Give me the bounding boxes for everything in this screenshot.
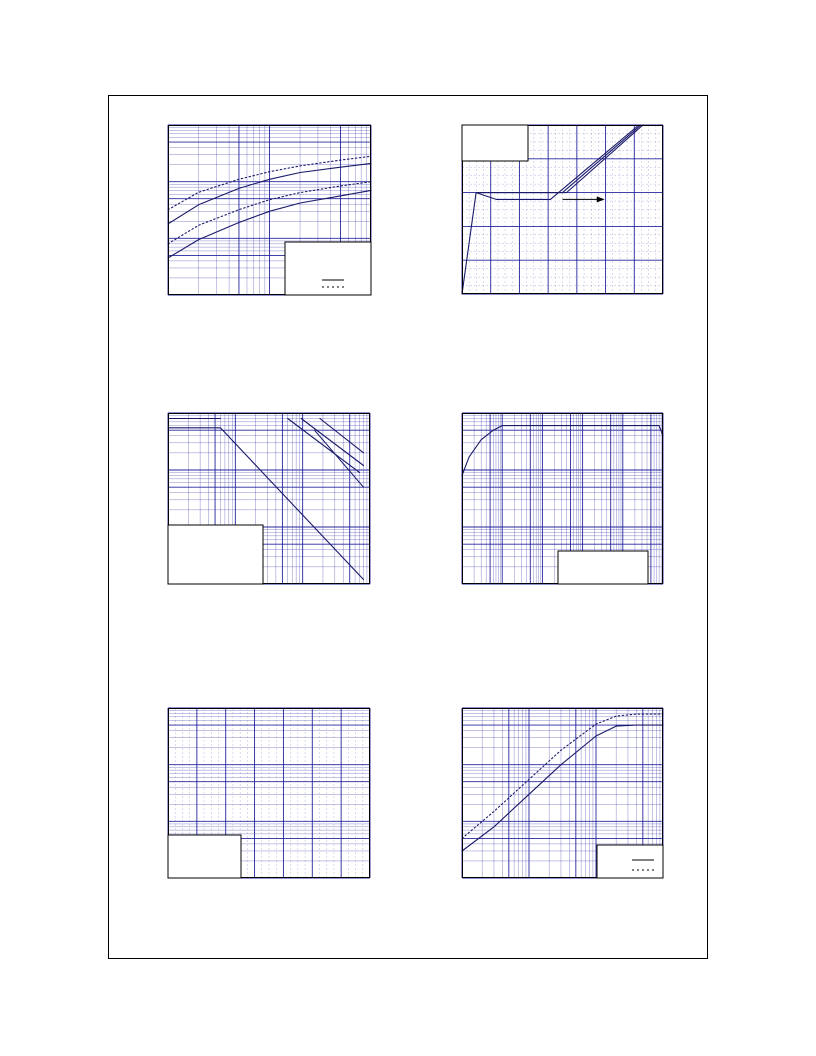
chart-2-arrow — [563, 196, 605, 202]
chart-2 — [462, 125, 663, 294]
chart-3-series-2-solid-line — [288, 419, 360, 473]
chart-6-legend-box — [597, 845, 663, 878]
chart-6-series-0-dotted-line — [462, 714, 663, 838]
chart-1-legend — [285, 242, 371, 295]
chart-1 — [168, 125, 371, 295]
chart-3 — [168, 413, 370, 584]
chart-3-legend-box — [168, 525, 263, 584]
chart-6-series-1-solid-line — [462, 725, 663, 851]
chart-5-legend-box — [168, 835, 241, 878]
chart-2-legend-box — [462, 125, 528, 161]
chart-2-arrow-head — [597, 196, 605, 202]
chart-6-legend — [597, 845, 663, 878]
chart-4-series-0-solid-line — [462, 426, 663, 476]
chart-6 — [462, 708, 663, 878]
chart-5 — [168, 708, 370, 878]
chart-4-legend-box — [558, 551, 648, 584]
chart-4 — [462, 413, 663, 584]
